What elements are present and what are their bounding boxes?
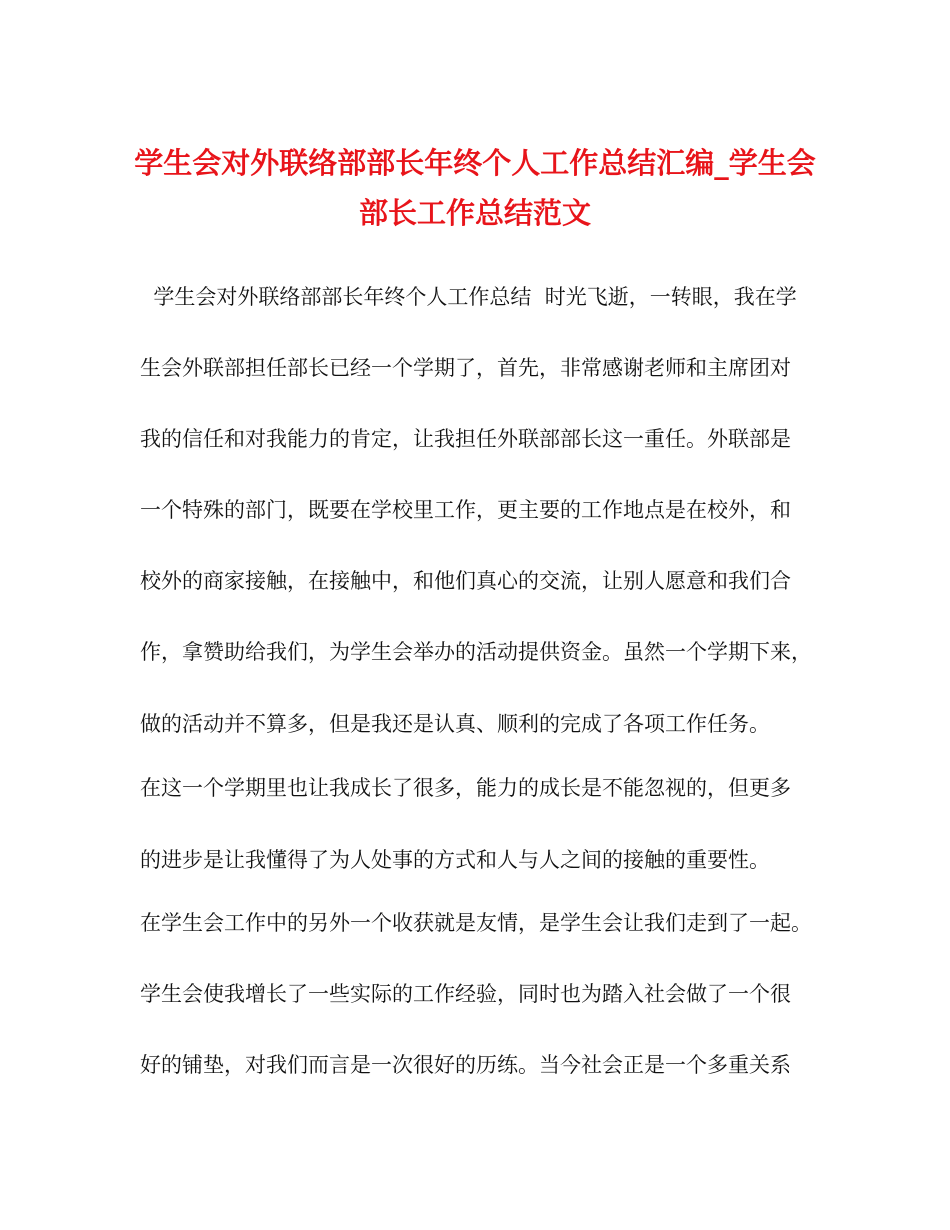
body-line-3: 我的信任和对我能力的肯定，让我担任外联部部长这一重任。外联部是 [140,427,791,451]
body-line-5: 校外的商家接触，在接触中，和他们真心的交流，让别人愿意和我们合 [140,569,791,593]
body-line-6: 作，拿赞助给我们，为学生会举办的活动提供资金。虽然一个学期下来， [140,640,812,664]
document-title-line-2: 部长工作总结范文 [358,196,591,230]
body-line-9: 的进步是让我懂得了为人处事的方式和人与人之间的接触的重要性。 [140,848,770,872]
body-line-1: 学生会对外联络部部长年终个人工作总结 时光飞逝，一转眼，我在学 [140,285,797,309]
body-line-2: 生会外联部担任部长已经一个学期了，首先，非常感谢老师和主席团对 [140,356,791,380]
body-line-11: 学生会使我增长了一些实际的工作经验，同时也为踏入社会做了一个很 [140,982,791,1006]
body-line-10: 在学生会工作中的另外一个收获就是友情，是学生会让我们走到了一起。 [140,911,812,935]
body-line-7: 做的活动并不算多，但是我还是认真、顺利的完成了各项工作任务。 [140,712,770,736]
body-line-8: 在这一个学期里也让我成长了很多，能力的成长是不能忽视的，但更多 [140,776,791,800]
document-title-line-1: 学生会对外联络部部长年终个人工作总结汇编_学生会 [134,146,816,180]
body-line-4: 一个特殊的部门，既要在学校里工作，更主要的工作地点是在校外，和 [140,498,791,522]
body-line-12: 好的铺垫，对我们而言是一次很好的历练。当今社会正是一个多重关系 [140,1053,791,1077]
